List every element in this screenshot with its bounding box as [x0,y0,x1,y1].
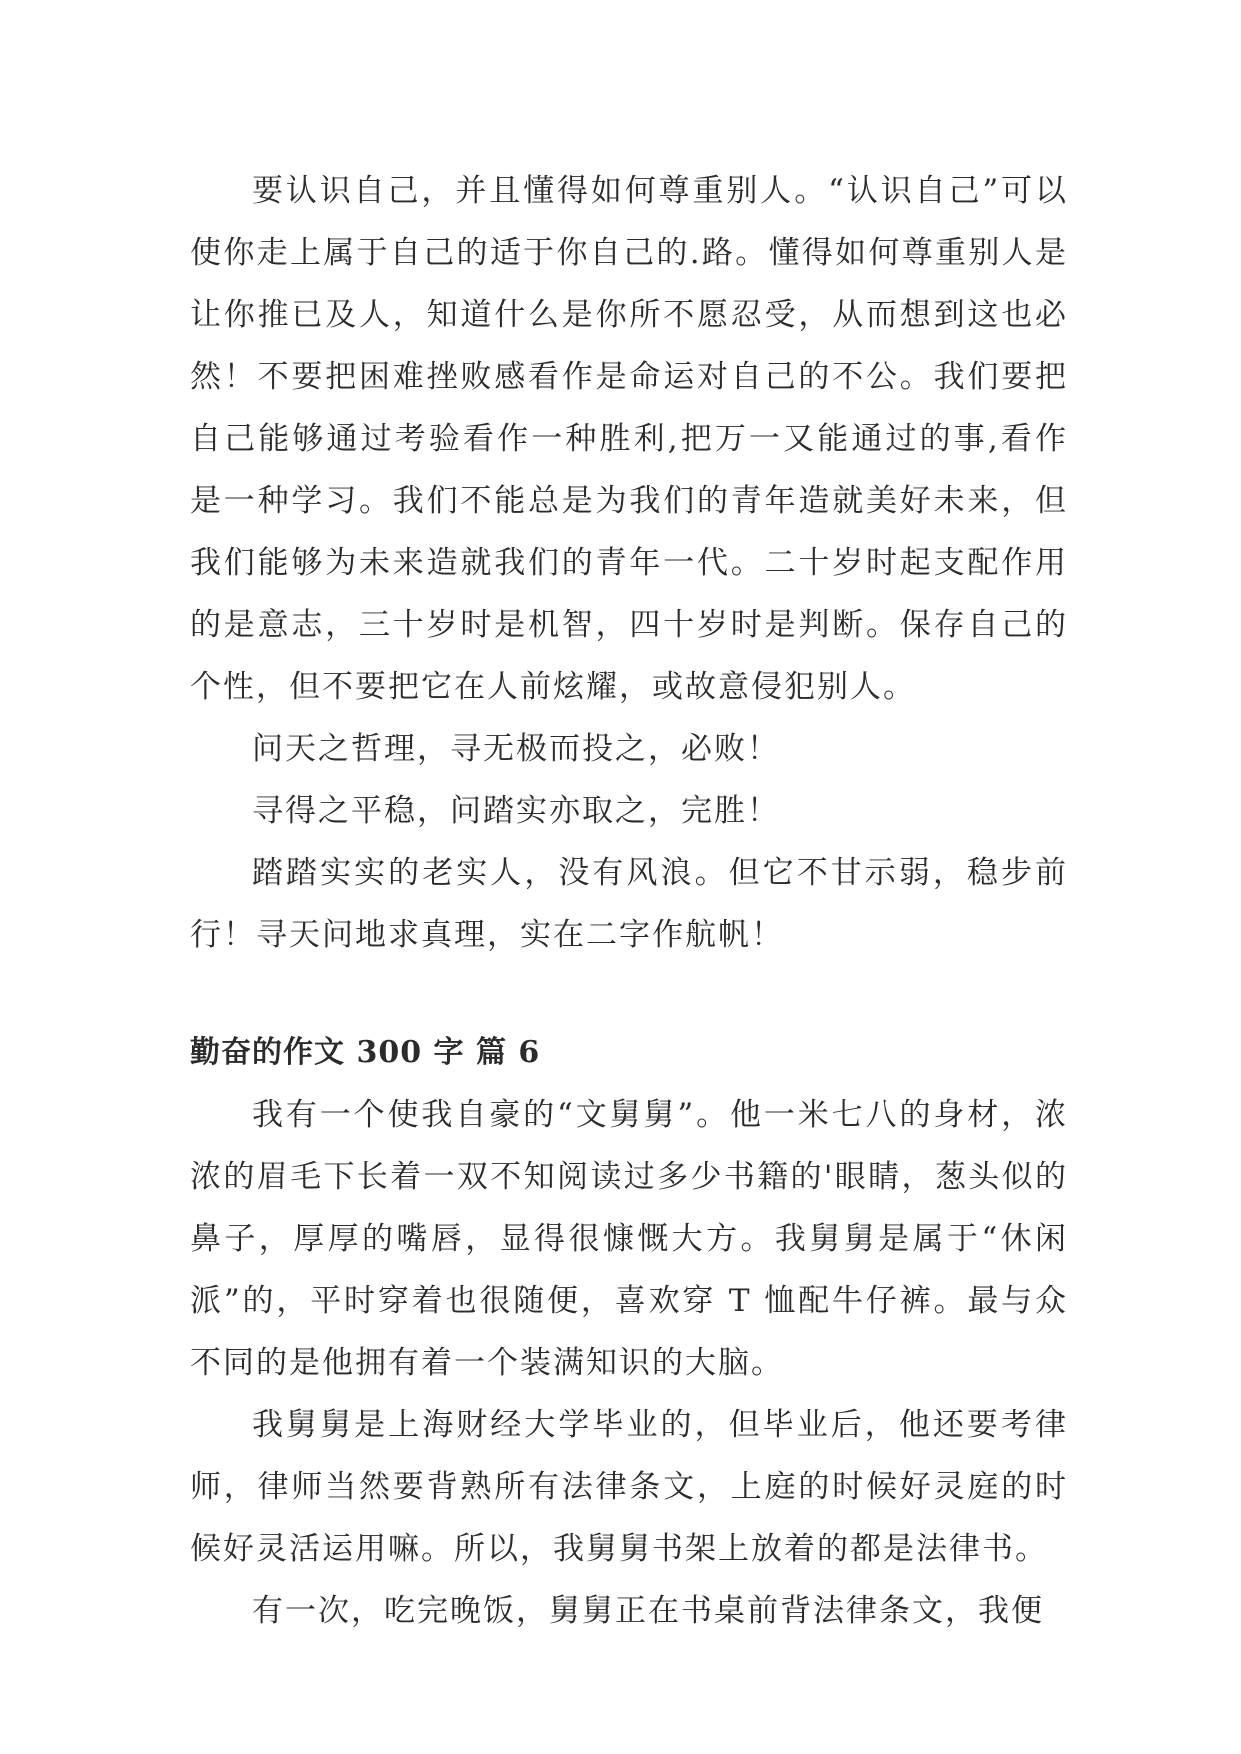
paragraph-honest-person: 踏踏实实的老实人，没有风浪。但它不甘示弱，稳步前行！寻天问地求真理，实在二字作航帆！ [190,855,1068,953]
paragraph-steady: 寻得之平稳，问踏实亦取之，完胜！ [252,793,780,829]
paragraph-ask-heaven: 问天之哲理，寻无极而投之，必败！ [252,731,780,767]
paragraph-self-knowledge: 要认识自己，并且懂得如何尊重别人。“认识自己”可以使你走上属于自己的适于你自己的.路。懂得如何尊重别人是让你推已及人，知道什么是你所不愿忍受，从而想到这也必然！不要把困难挫败感看作是命运对自己的不公。我们要把自己能够通过考验看作一种胜利,把万一又能通过的事,看作是一种学习。我们不能总是为我们的青年造就美好未来，但我们能够为未来造就我们的青年一代。二十岁时起支配作用的是意志，三十岁时是机智，四十岁时是判断。保存自己的个性，但不要把它在人前炫耀，或故意侵犯别人。 [190,173,1068,705]
paragraph-one-time: 有一次，吃完晚饭，舅舅正在书桌前背法律条文，我便 [252,1593,1044,1629]
paragraph-uncle-description: 我有一个使我自豪的“文舅舅”。他一米七八的身材，浓浓的眉毛下长着一双不知阅读过多少书籍的'眼睛，葱头似的鼻子，厚厚的嘴唇，显得很慷慨大方。我舅舅是属于“休闲派”的，平时穿着也很随便，喜欢穿 T 恤配牛仔裤。最与众不同的是他拥有着一个装满知识的大脑。 [190,1097,1068,1381]
section-heading: 勤奋的作文 300 字 篇 6 [190,1035,541,1070]
document-body [190,160,1068,1642]
paragraph-uncle-lawyer: 我舅舅是上海财经大学毕业的，但毕业后，他还要考律师，律师当然要背熟所有法律条文，上庭的时候好灵庭的时候好灵活运用嘛。所以，我舅舅书架上放着的都是法律书。 [190,1407,1068,1567]
